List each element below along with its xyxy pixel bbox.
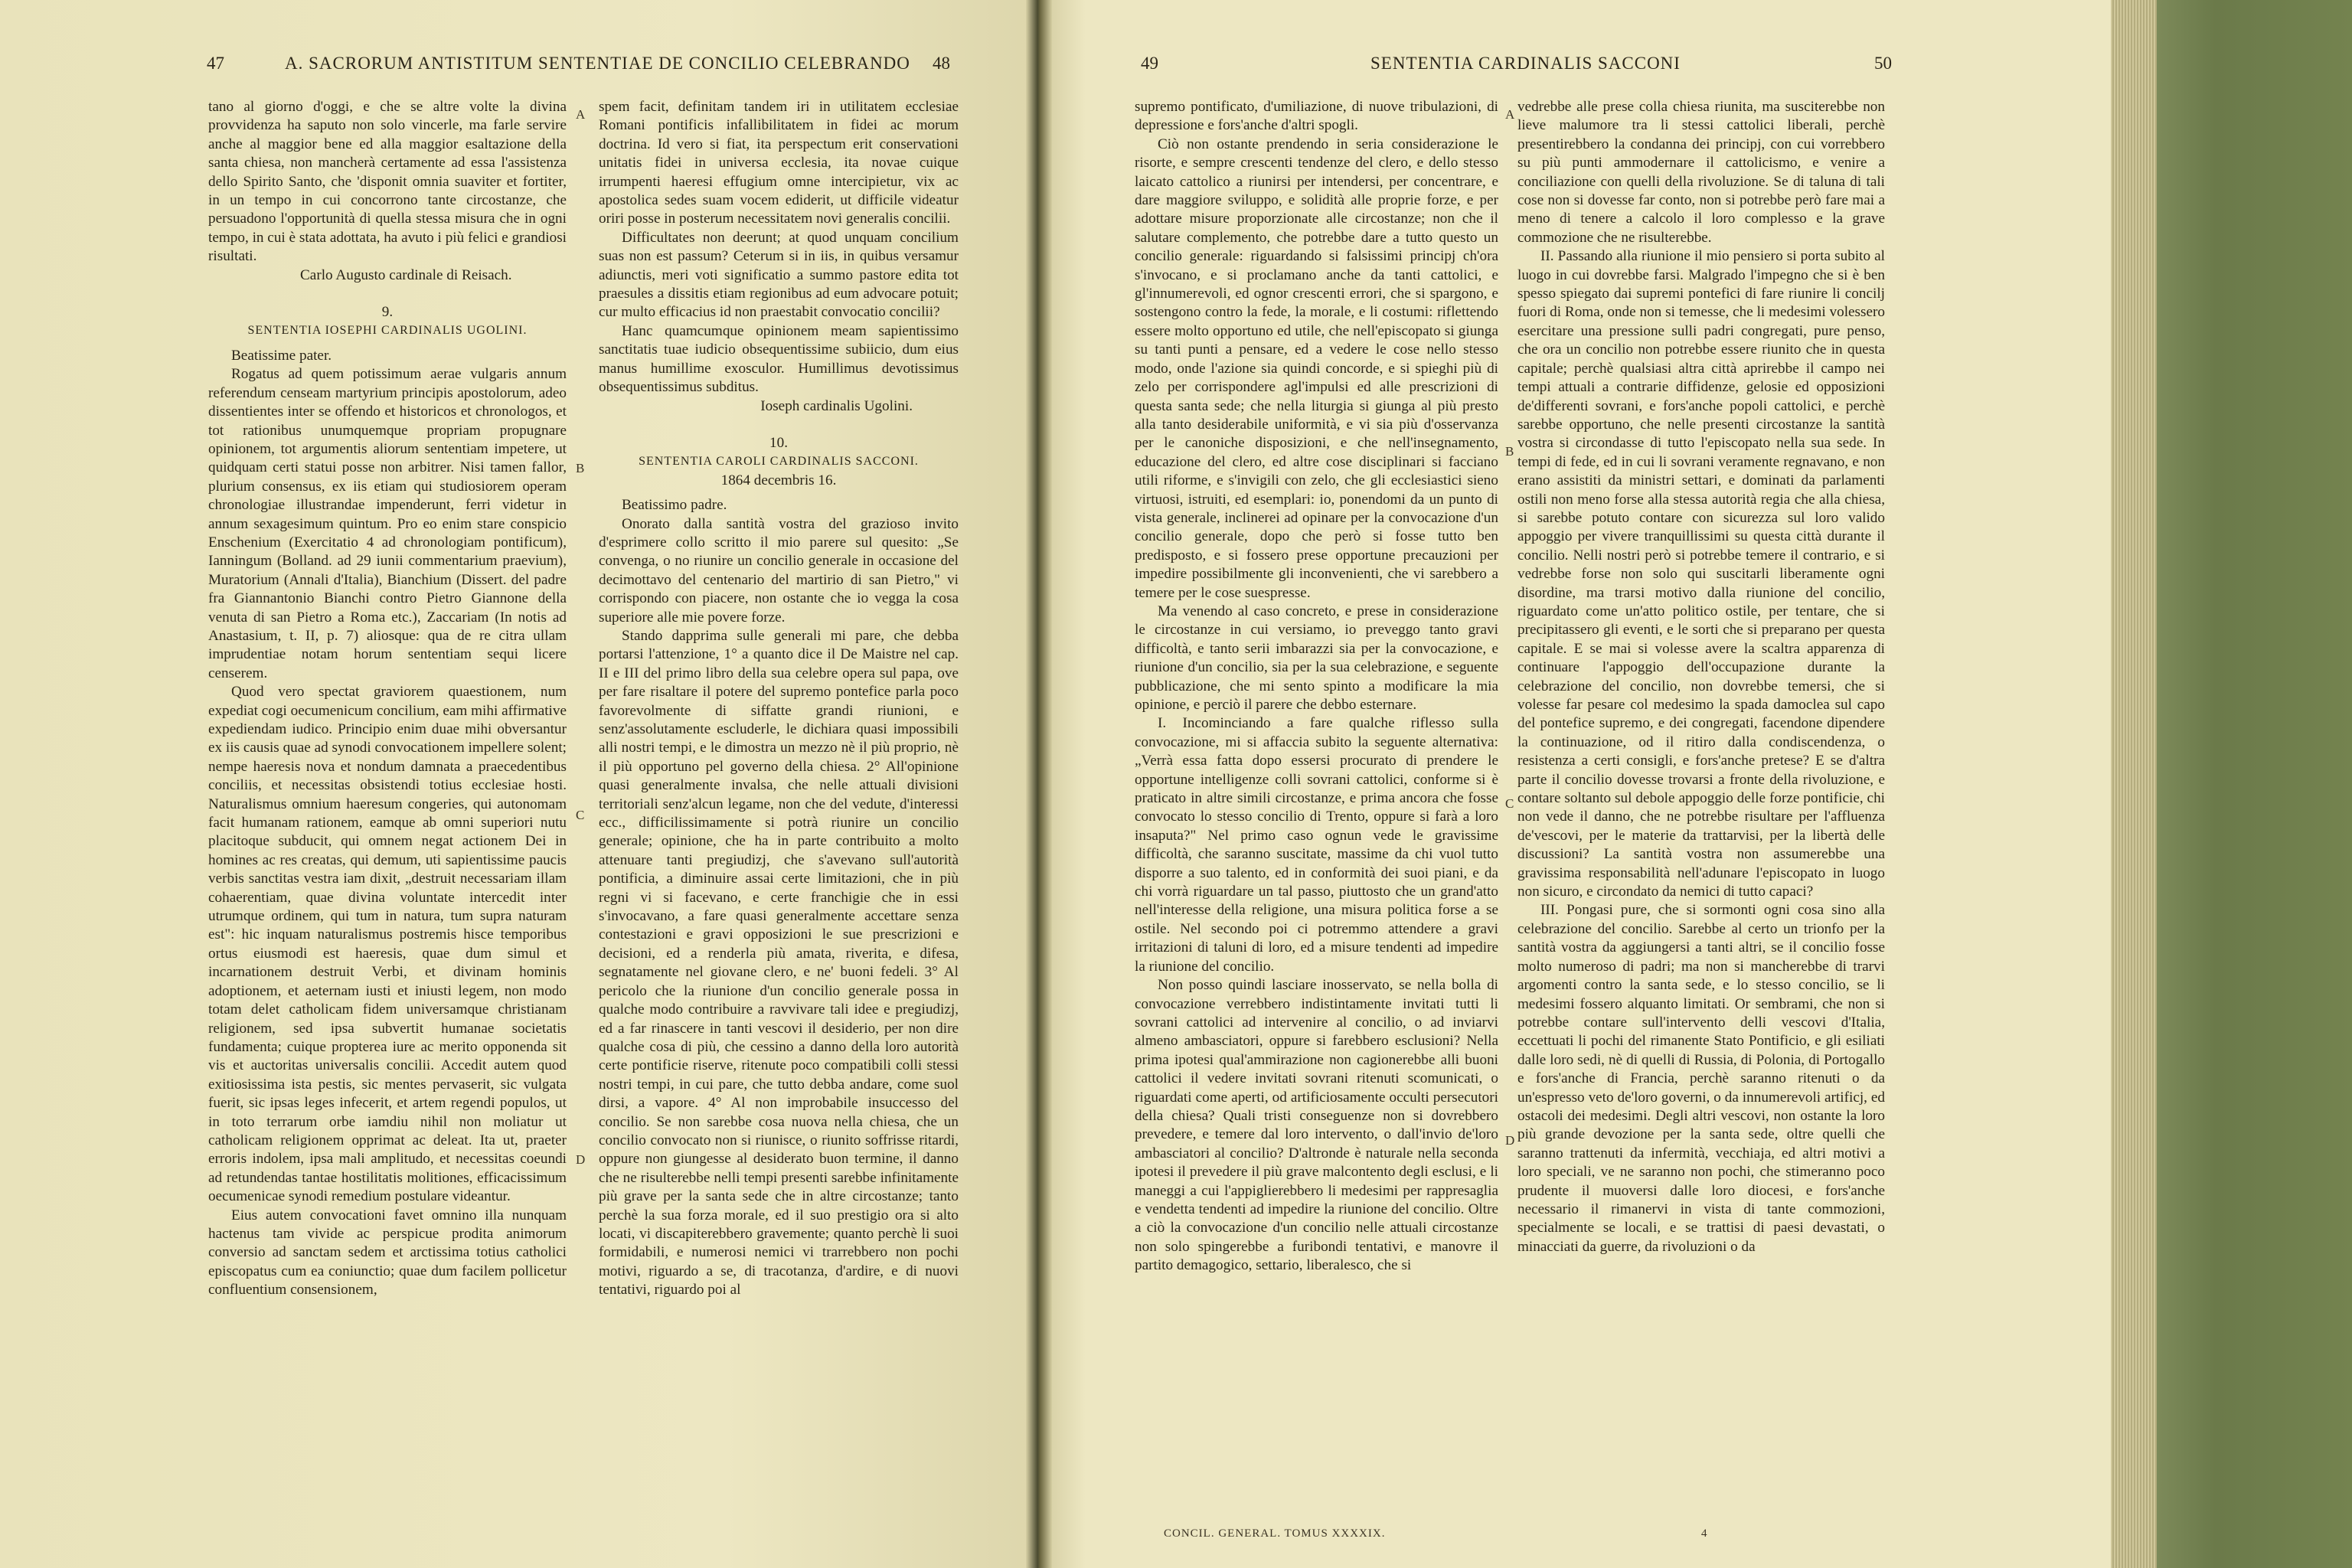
- section-title-ugolini: SENTENTIA IOSEPHI CARDINALIS UGOLINI.: [247, 324, 528, 338]
- page-edges: [2111, 0, 2157, 1568]
- section-date: 1864 decembris 16.: [720, 472, 837, 488]
- left-column-1: [208, 98, 567, 1507]
- book-gutter: [1026, 0, 1052, 1568]
- background-board: [2157, 0, 2352, 1568]
- margin-letter-a: A: [1505, 107, 1515, 122]
- paragraph: Quod vero spectat graviorem quaestionem, num expediat cogi oecumenicum concilium, eam mihi affirmative expediendam iudico. Principio enim duae mihi obversantur ex iis causis quae ad synodi convocationem impellere solent; nempe haeresis nova et nondum damnata a praecedentibus conciliis, et necessitas obsistendi totius ecclesiae hosti. Naturalismus omnium haeresum congeries, qui autonomam facit humanam rationem, eamque ab omni superiori nutu placitoque subducit, qui omnem negat actionem Dei in homines ac res creatas, qui demum, uti sapientissime paucis verbis sanctitas vestra iam dixit, „destruit necessariam illam cohaerentiam, quae divina voluntate intercedit inter utrumque ordinem, qui tum in natura, tum supra naturam est": hic inquam naturalismus postremis hisce temporibus ortus eiusmodi est haeresis, quae dum simul et incarnationem destruit Verbi, et divinam hominis adoptionem, et aeternam iusti et iniusti legem, non modo totam delet catholicam fidem universamque christianam religionem, sed ipsa subvertit humanae societatis fundamenta; cuique propterea iure ac merito opponenda sit vis et auctoritas universalis concilii. Accedit autem quod exitiosissima ista pestis, sic mentes pervaserit, sic vulgata fuerit, sic ipsas leges infecerit, et artem regendi populos, ut in toto terrarum orbe iamdiu nihil non moliatur ut catholicam religionem opprimat ac deleat. Ita ut, praeter erroris indolem, ipsa mali amplitudo, et necessitas coeundi ad retundendas tantae hostilitatis molitiones, efficacissimum oecumenicae synodi remedium postulare videantur.: [208, 684, 567, 1205]
- paragraph: III. Pongasi pure, che si sormonti ogni cosa sino alla celebrazione del concilio. Sarebbe al certo un trionfo per la santità vostra da aggiungersi a tanti altri, se il concilio fosse molto numeroso di padri; ma non si mancherebbe di trarvi argomenti contro la santa sede, e lo stesso concilio, se li medesimi fossero alquanto limitati. Or sembrami, che non si potrebbe contare sull'intervento delli vescovi d'Italia, eccettuati li pochi del rimanente Stato Pontificio, e gli esiliati dalle loro sedi, nè di quelli di Russia, di Polonia, di Portogallo e fors'anche di Francia, perchè saranno ritenuti o da un'espresso veto de'loro governi, o da innumerevoli artificj, ed ostacoli dei medesimi. Degli altri vescovi, non ostante la loro più grande devozione per la santa sede, oltre quelli che saranno trattenuti da infermità, vecchiaja, ed altri motivi a loro speciali, ve ne saranno non pochi, che stimeranno poco prudente il muoversi dalle loro diocesi, e fors'anche necessario il rimanervi in vista di tante commozioni, specialmente se locali, e se trattisi di paesi devastati, o minacciati da guerre, da rivoluzioni o da: [1517, 902, 1885, 1255]
- right-column-1: [1135, 98, 1498, 1522]
- paragraph: Ciò non ostante prendendo in seria considerazione le risorte, e sempre crescenti tendenze del clero, e dello stesso laicato cattolico a riunirsi per intendersi, per concentrare, e dare maggiore sviluppo, e solidità alle proprie forze, e per adottare misure proporzionate alle circostanze; non che il salutare complemento, che potrebbe dare a tutto questo un concilio generale: riguardando si falsissimi principj ch'ora s'invocano, e si proclamano anche da tanti cattolici, e gl'innumerevoli, ed ognor crescenti errori, che si spargono, e sostengono contro la fede, la morale, e li costumi: riflettendo essere molto opportuno ed utile, che nell'episcopato si giunga su tanti punti a pensare, ed a vedere le cose nello stesso modo, onde l'azione sia quindi concorde, e si spieghi più di zelo per corrispondere agl'impulsi ed alle prescrizioni di questa santa sede; che nella liturgia si giunga al più presto alla tanto desiderabile uniformità, e vi sia più d'osservanza per le canoniche disposizioni, e che nell'insegnamento, educazione del clero, ed altre cose disciplinari si facciano utili riforme, e s'invigili con zelo, che gli ecclesiastici sieno virtuosi, istruiti, ed esemplari: io, ponendomi da un punto di vista generale, inclinerei ad opinare per la convocazione d'un concilio generale, dopo che però si fosse tutto ben predisposto, e si fossero prese opportune precauzioni per impedire possibilmente gli inconvenienti, che vi sarebbero a temere per le cose suespresse.: [1135, 136, 1498, 601]
- paragraph: supremo pontificato, d'umiliazione, di nuove tribulazioni, di depressione e fors'anche d'altri spogli.: [1135, 99, 1498, 134]
- paragraph: Stando dapprima sulle generali mi pare, che debba portarsi l'attenzione, 1° a quanto dice il De Maistre nel cap. II e III del primo libro della sua celebre opera sul papa, ove per fare risaltare il potere del supremo pontefice parla poco favorevolmente di siffatte grandi riunioni, e senz'assolutamente escluderle, le dichiara quasi impossibili alli nostri tempi, e le dimostra un mezzo nè il più proprio, nè il più opportuno pel governo della chiesa. 2° All'opinione quasi generalmente invalsa, che nelle attuali divisioni territoriali senz'alcun legame, non che del vedute, d'interessi ecc., difficilissimamente si potrà riunire un concilio generale; opinione, che ha in parte contribuito a molto attenuare tanti pregiudizj, che s'avevano sull'autorità pontificia, a diminuire assai certe limitazioni, che in più regni vi si facevano, e certe franchigie che in essi s'invocavano, a fare quasi generalmente accettare senza contestazioni e gravi opposizioni le sue prescrizioni e decisioni, ed a renderla più amata, riverita, e difesa, segnatamente nel giovane clero, e ne' buoni fedeli. 3° Al pericolo che la riunione d'un concilio generale possa in qualche modo contribuire a ravvivare tali idee e pregiudizj, ed a far rinascere in tanti vescovi il desiderio, per non dire qualche cosa di più, che cessino a danno della loro autorità certe pontificie riserve, ritenute poco compatibili colli stessi nostri tempi, in cui pare, che tutto debba andare, come suol dirsi, a vapore. 4° Al non improbabile insuccesso del concilio. Se non sarebbe cosa nuova nella chiesa, che un concilio convocato non si riunisce, o riunito soffrisse ritardi, oppure non giungesse al desiderato buon termine, il danno che ne risulterebbe nelli tempi presenti sarebbe infinitamente più grave per la santa sede che in altre circostanze; tanto perchè la sua forza morale, ed il suo prestigio ora si alto locati, vi discapiterebbero gravemente; quanto perchè li suoi formidabili, e numerosi nemici vi trarrebbero non pochi motivi, riguardo a se, di tracotanza, d'ardire, e di nuovi tentativi, riguardo poi al: [599, 627, 959, 1298]
- paragraph: Rogatus ad quem potissimum aerae vulgaris annum referendum censeam martyrium principis apostolorum, adeo dissentientes inter se offendo et historicos et chronologos, et tot rationibus unumquemque propriam propugnare opinionem, tot argumentis aliorum sententiam impetere, ut quidquam certi statui posse non arbitrer. Nisi tamen fallor, plurium consensus, ex iis etiam qui studiosiorem operam chronologiae illustrandae impenderunt, ferri videtur in annum sexagesimum quintum. Pro eo enim stare conspicio Enschenium (Exercitatio 4 ad chronologiam pontificum), Ianningum (Bolland. ad 29 iunii commentarium praevium), Muratorium (Annali d'Italia), Bianchium (Dissert. del padre fra Giannantonio Bianchi contro Pietro Giannone della venuta di san Pietro a Roma etc.), Zaccariam (In notis ad Anastasium, t. II, p. 7) aliosque: qua de re citra ullam imprudentiae notam horum sententiam sequi licere censerem.: [208, 366, 567, 681]
- page-number-47: 47: [207, 54, 224, 73]
- footer-volume: CONCIL. GENERAL. TOMUS XXXXIX.: [1164, 1527, 1386, 1540]
- paragraph: Difficultates non deerunt; at quod unquam concilium suas non est passum? Ceterum si in iis, in quibus versamur adiunctis, meri voti significatio a summo pastore edita tot praesules a dissitis etiam regionibus ad eum advocare potuit; cur multo efficacius id non praestabit convocatio concilii?: [599, 229, 959, 321]
- running-header-left: A. SACRORUM ANTISTITUM SENTENTIAE DE CONCILIO CELEBRANDO: [285, 54, 910, 73]
- margin-letter-d: D: [576, 1152, 586, 1167]
- margin-letter-b: B: [576, 461, 585, 475]
- right-column-2: [1517, 98, 1885, 1522]
- paragraph: Ma venendo al caso concreto, e prese in considerazione le circostanze in cui versiamo, io prevеggo tanto gravi difficoltà, e tanto serii imbarazzi sia per la convocazione, e riunione d'un concilio, sia per la sua celebrazione, e seguente pubblicazione, che mi sento spinto a modificare la mia opinione, e perciò il parere che debbo esternare.: [1135, 603, 1498, 713]
- paragraph: I. Incominciando a fare qualche riflesso sulla convocazione, mi si affaccia subito la seguente alternativa: „Verrà essa fatta dopo essersi procurato di prendere le opportune intelligenze colli sovrani cattolici, conforme si è praticato in altre simili circostanze, e prima ancora che fosse convocato lo stesso concilio di Trento, oppure si farà a loro insaputa?" Nel primo caso ognun vede le gravissime difficoltà, che saranno suscitate, massime da chi vuol tutto disporre a suo talento, ed in conformità dei suoi piani, e da chi vorrà riguardare un tal passo, piuttosto che un grand'atto nell'interesse della religione, una misura politica forse a se ostile. Nel secondo poi ci potremmo attendere a gravi irritazioni di taluni di loro, ed a misure tendenti ad impedire la riunione del concilio.: [1135, 715, 1498, 975]
- paragraph: Eius autem convocationi favet omnino illa nunquam hactenus tam vivide ac perspicue prodita animorum conversio ad sanctam sedem et arctissima totius catholici episcopatus cum ea coniunctio; quae dum facilem pollicetur confluentium consensionem,: [208, 1207, 567, 1298]
- page-number-48: 48: [933, 54, 950, 73]
- paragraph: Hanc quamcumque opinionem meam sapientissimo sanctitatis tuae iudicio obsequentissime subiicio, dum eius manus humillime exosculor. Humillimus devotissimus obsequentissimus subditus.: [599, 322, 959, 396]
- signature-mark: 4: [1701, 1527, 1707, 1540]
- running-header-right: SENTENTIA CARDINALIS SACCONI: [1370, 54, 1681, 73]
- section-title-sacconi: SENTENTIA CAROLI CARDINALIS SACCONI.: [639, 455, 919, 469]
- salutation: Beatissime pater.: [231, 347, 332, 364]
- signature-reisach: Carlo Augusto cardinale di Reisach.: [300, 266, 512, 283]
- paragraph: II. Passando alla riunione il mio pensiero si porta subito al luogo in cui dovrebbe farsi. Malgrado l'impegno che si è ben spesso spiegato dai supremi pontefici di fare riunire li concilj fuori di Roma, onde non si temesse, che li medesimi volessero esercitare una pressione sulli padri congregati, pure penso, che ora un concilio non potrebbe essere riunito che in questa capitale; perchè qualsiasi altra città aprirebbe il campo nei tempi attuali a contrarie diffidenze, gelosie ed opposizioni de'differenti sovrani, e fors'anche popoli cattolici, e perchè sarebbe opportuno, che nelle presenti circostanze la santità vostra si circondasse di tutto l'episcopato nella sua sede. In tempi di fede, ed in cui li sovrani veramente regnavano, e non erano assistiti da ministri settari, e dominati da parlamenti ostili non meno forse alla stessa autorità regia che alla chiesa, si sarebbe potuto contare con sicurezza sul loro valido appoggio per vivere tranquillissimi su questa città durante il concilio. Nelli nostri però si potrebbe temere il contrario, e si vedrebbe forse non solo qui suscitarli liberamente ogni disordine, ma trarsi motivo dalla riunione del concilio, riguardato come un'atto politico ostile, per tentare, che si precipitassero gli eventi, e le sorti che si preparano per questa capitale. E se mai si volesse avere la scaltra apparenza di continuare l'appoggio dell'occupazione durante la celebrazione del concilio, non dovrebbe temersi, che si volesse far pesare col medesimo la spada damoclea sul capo del pontefice supremo, e dei congregati, facendone dipendere la continuazione, od il ritiro dalla condiscendenza, o resistenza a certi consigli, e fors'anche pretese? E se d'altra parte il concilio dovesse trovarsi a fronte della rivoluzione, e contare soltanto sul debole appoggio delle forze pontificie, chi non vede il danno, che ne potrebbe risultare per l'affluenza de'vescovi, per le materie da trattarvisi, per la libertà delle discussioni? La santità vostra non assumerebbe una gravissima responsabilità nell'adunare l'episcopato in luogo non sicuro, e circondato da nemici di tutto capaci?: [1517, 248, 1885, 900]
- left-column-2: [599, 98, 959, 1507]
- signature-ugolini: Ioseph cardinalis Ugolini.: [760, 397, 913, 414]
- paragraph: Non posso quindi lasciare inosservato, se nella bolla di convocazione verrebbero indistintamente invitati tutti li sovrani cattolici ad intervenire al concilio, o ad inviarvi almeno ambasciatori, oppure si farebbero esclusioni? Nella prima ipotesi qual'ammirazione non cagionerebbe alli buoni cattolici il vedere invitati sovrani ritenuti scomunicati, o riguardati come aperti, od artificiosamente occulti persecutori della chiesa? Quali tristi conseguenze non si dovrebbero prevedere, e temere dal loro intervento, o dall'invio de'loro ambasciatori al concilio? D'altronde è naturale nella seconda ipotesi il prevedere il più grave malcontento degli esclusi, e li maneggi a cui l'appiglierebbero li medesimi per rappresaglia e vendetta tendenti ad impedire la riunione del concilio. Oltre a ciò la convocazione d'un concilio nelle attuali circostanze non solo spingerebbe a furibondi tentativi, e manovre il partito demagogico, settario, liberalesco, che si: [1135, 977, 1498, 1274]
- margin-letter-d: D: [1505, 1133, 1515, 1148]
- section-number-9: 9.: [381, 304, 394, 321]
- section-number-10: 10.: [769, 434, 788, 451]
- paragraph: tano al giorno d'oggi, e che se altre volte la divina provvidenza ha saputo non solo vincerle, ma farle servire anche al maggior bene ed alla maggior esaltazione della santa chiesa, non mancherà certamente ad essa l'assistenza dello Spirito Santo, che 'disponit omnia suaviter et fortiter, in un tempo in cui concorrono tante circostanze, che persuadono l'opportunità di quella stessa misura che in ogni tempo, in cui è stata adottata, ha avuto i più felici e grandiosi risultati.: [208, 99, 567, 265]
- paragraph: vedrebbe alle prese colla chiesa riunita, ma susciterebbe non lieve malumore tra li stessi cattolici liberali, perchè presentirebbero la condanna dei principj, con cui vorrebbero su più punti ammodernare il cattolicismo, e venire a conciliazione con quelli della rivoluzione. Se di taluna di tali cose non si dovesse far conto, non si potrebbe però fare mai a meno di tenere a calcolo il loro complesso e la grave commozione che ne risulterebbe.: [1517, 99, 1885, 246]
- salutation: Beatissimo padre.: [622, 497, 727, 514]
- paragraph: Onorato dalla santità vostra del grazioso invito d'esprimere collo scritto il mio parere sul quesito: „Se convenga, o no riunire un concilio generale in occasione del decimottavo del centenario del martirio di san Pietro," vi corrispondo con piacere, non ostante che io vegga la cosa superiore alle mie povere forze.: [599, 515, 959, 626]
- margin-letter-b: B: [1505, 444, 1514, 459]
- page-number-50: 50: [1874, 54, 1892, 73]
- margin-letter-c: C: [576, 808, 585, 822]
- paragraph: spem facit, definitam tandem iri in utilitatem ecclesiae Romani pontificis infallibilitatem in fidei ac morum doctrina. Id vero si fiat, ita perspectum erit conservationi unitatis fidei in universa ecclesia, ita novae cuique irrumpenti haeresi effugium omne intercipietur, vix ac apostolica sedes suam vocem ediderit, ut difficile videatur oriri posse in posterum necessitatem novi generalis concilii.: [599, 99, 959, 227]
- margin-letter-a: A: [576, 107, 586, 122]
- margin-letter-c: C: [1505, 796, 1514, 811]
- page-number-49: 49: [1141, 54, 1158, 73]
